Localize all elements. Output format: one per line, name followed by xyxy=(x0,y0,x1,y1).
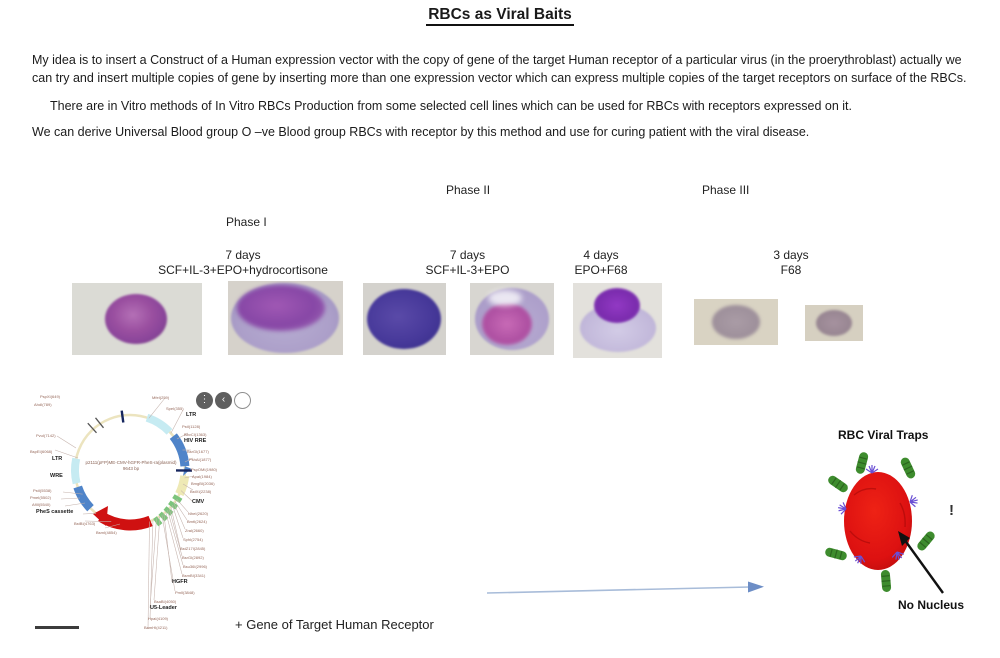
stage-treatment: SCF+IL-3+EPO+hydrocortisone xyxy=(158,263,328,277)
restriction-site-label: SpeI(355) xyxy=(166,406,184,411)
restriction-site-label: SphI(2754) xyxy=(183,537,203,542)
stage-1-label xyxy=(118,248,368,278)
plasmid-name-line1: p2111(pFP)ME-CMV-hGFR-PheS-ra(plasmid) xyxy=(85,460,177,465)
micrograph-basophilic-erythroblast xyxy=(228,281,343,355)
restriction-site-label: BstBI(4763) xyxy=(74,521,96,526)
restriction-site-label: PmlI(3848) xyxy=(175,590,195,595)
stage-3-label xyxy=(558,248,644,278)
red-blood-cell xyxy=(844,472,912,570)
restriction-site-label: BsmBI(3341) xyxy=(182,573,206,578)
stage-days: 7 days xyxy=(449,248,486,262)
back-button[interactable] xyxy=(215,392,232,409)
restriction-site-label: AflII(5540) xyxy=(32,502,51,507)
plasmid-size-bp: 9643 bp xyxy=(122,466,140,471)
phase-2-label: Phase II xyxy=(446,183,491,197)
restriction-site-label: ZraI(2660) xyxy=(185,528,204,533)
micrograph-enucleating-cell xyxy=(573,283,662,358)
restriction-site-label: U5-Leader xyxy=(150,605,177,611)
partial-button[interactable] xyxy=(234,392,251,409)
restriction-site-label: BsrGI(2892) xyxy=(182,555,204,560)
restriction-site-label: PvuI(7142) xyxy=(36,433,56,438)
stage-treatment: SCF+IL-3+EPO xyxy=(425,263,510,277)
restriction-site-label: HpaI(4109) xyxy=(148,616,169,621)
restriction-site-label: MfeI(259) xyxy=(152,395,170,400)
micrograph-orthochromatic-erythroblast xyxy=(470,283,554,355)
stage-days: 4 days xyxy=(583,248,619,262)
restriction-site-label: Bsu36I(2996) xyxy=(183,564,208,569)
restriction-site-label: WRE xyxy=(50,473,63,479)
restriction-site-label: BsrGI(1677) xyxy=(187,449,209,454)
restriction-site-label: ApaI(1984) xyxy=(192,474,212,479)
restriction-site-label: BsmI(4854) xyxy=(96,530,117,535)
invitro-paragraph: There are in Vitro methods of In Vitro RBCs Production from some selected cell lines which can be used for RBCs with receptors expressed on it. xyxy=(50,99,852,113)
micrograph-proerythroblast xyxy=(72,283,202,355)
restriction-site-label: HIV RRE xyxy=(184,438,207,444)
restriction-site-label: PspOMI(1980) xyxy=(191,467,218,472)
stage-treatment: EPO+F68 xyxy=(574,263,628,277)
restriction-site-label: PstI(1128) xyxy=(182,424,201,429)
restriction-site-label: BspEI(6068) xyxy=(30,449,53,454)
restriction-site-label: PstI(5538) xyxy=(33,488,52,493)
phase-1-label: Phase I xyxy=(226,215,267,229)
more-options-icon: ⋮ xyxy=(199,394,210,405)
restriction-site-label: PshAI(1877) xyxy=(189,457,212,462)
more-options-button[interactable] xyxy=(196,392,213,409)
restriction-site-label: BstXI(2238) xyxy=(190,489,212,494)
restriction-site-label: PmeI(5502) xyxy=(30,495,51,500)
micrograph-polychromatic-erythroblast xyxy=(363,283,446,355)
restriction-site-label: BamHI(4211) xyxy=(144,625,168,630)
stage-days: 3 days xyxy=(773,248,809,262)
scale-bar xyxy=(35,626,79,629)
universal-blood-paragraph: We can derive Universal Blood group O –ve Blood group RBCs with receptor by this method and use for curing patient with the viral disease. xyxy=(32,125,810,139)
restriction-site-label: BstZ17I(2845) xyxy=(180,546,206,551)
stage-2-label xyxy=(390,248,545,278)
phase-3-label: Phase III xyxy=(702,183,750,197)
restriction-site-label: BmgBI(2036) xyxy=(191,481,215,486)
exclamation-mark: ! xyxy=(949,502,954,519)
process-arrow xyxy=(480,576,775,602)
restriction-site-label: LTR xyxy=(186,412,197,418)
rbc-illustration xyxy=(820,445,1000,610)
restriction-site-label: PheS cassette xyxy=(36,509,74,515)
micrograph-reticulocyte xyxy=(694,299,778,345)
stage-treatment: F68 xyxy=(780,263,802,277)
restriction-site-label: BmtI(2624) xyxy=(187,519,207,524)
restriction-site-label: LTR xyxy=(52,456,63,462)
page-title: RBCs as Viral Baits xyxy=(0,6,1000,24)
restriction-site-label: BbvCI(1363) xyxy=(184,432,207,437)
plasmid-name xyxy=(75,460,187,472)
rbc-viral-traps-title: RBC Viral Traps xyxy=(838,428,929,442)
intro-paragraph: My idea is to insert a Construct of a Human expression vector with the copy of gene of the target Human receptor of a particular virus (in the proerythroblast) actually we can try and insert multiple copies of gene by inserting more than one expression vector which can express multiple copies of the target receptors on surface of the RBCs. xyxy=(32,53,967,85)
restriction-site-label: CMV xyxy=(192,499,205,505)
stage-days: 7 days xyxy=(225,248,261,262)
gene-caption: + Gene of Target Human Receptor xyxy=(235,617,434,632)
restriction-site-label: AhdI(789) xyxy=(34,402,52,407)
restriction-site-label: NheI(2620) xyxy=(188,511,209,516)
stage-4-label xyxy=(748,248,834,278)
restriction-site-label: HGFR xyxy=(172,579,188,585)
chevron-left-icon: ‹ xyxy=(221,394,226,405)
micrograph-erythrocyte xyxy=(805,305,863,341)
no-nucleus-label: No Nucleus xyxy=(898,598,965,612)
restriction-site-label: PspXI(649) xyxy=(40,394,61,399)
restriction-site-label: BsaBI(4050) xyxy=(154,599,177,604)
